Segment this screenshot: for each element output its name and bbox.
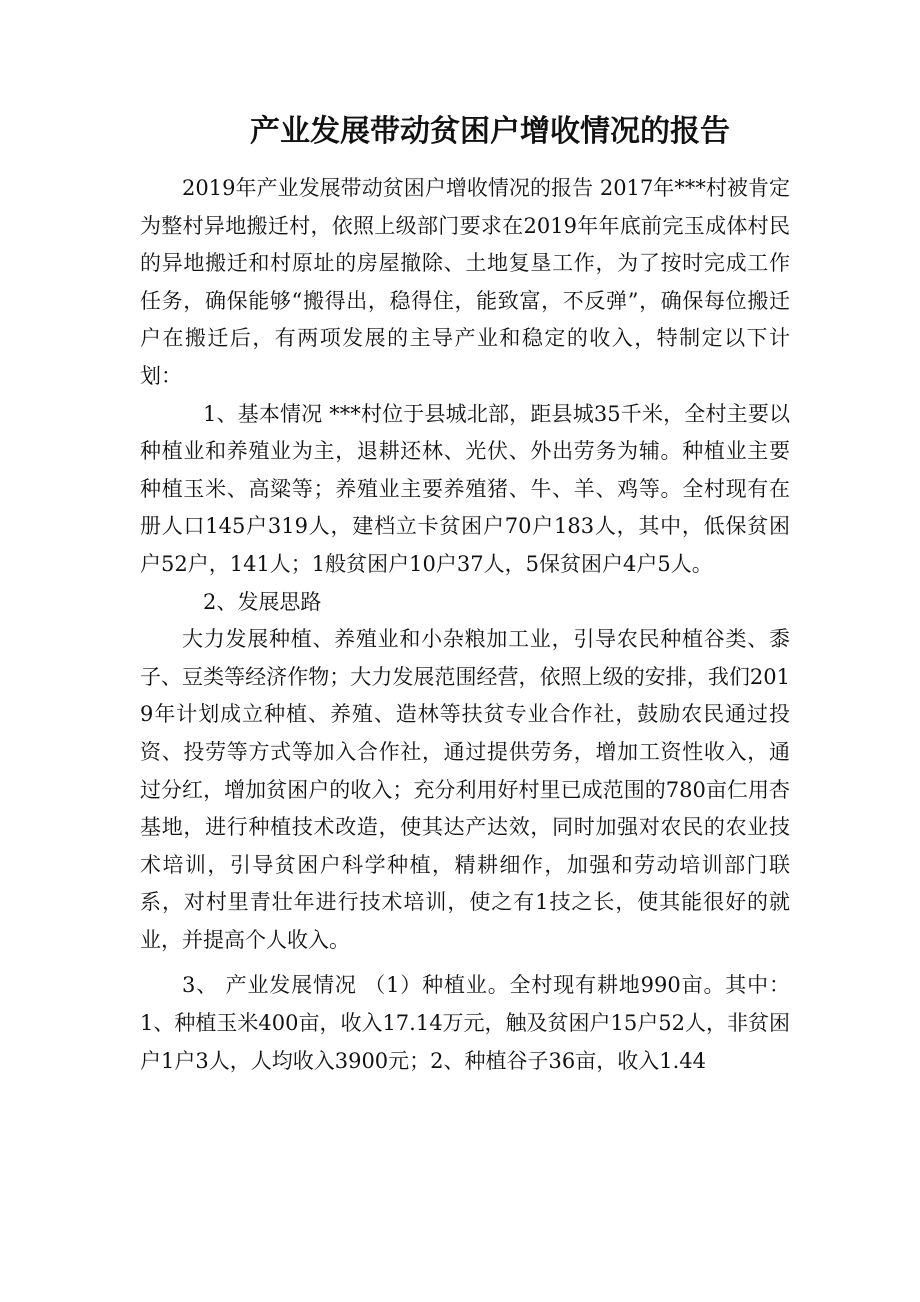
paragraph-intro: 2019年产业发展带动贫困户增收情况的报告 2017年***村被肯定为整村异地搬迁村，依照上级部门要求在2019年年底前完玉成体村民的异地搬迁和村原址的房屋撤除、土地复垦工作，为了按时完成工作任务，确保能够“搬得出，稳得住，能致富，不反弹”，确保每位搬迁户在搬迁后，有两项发展的主导产业和稳定的收入，特制定以下计划： <box>140 176 790 388</box>
paragraph-development-ideas: 大力发展种植、养殖业和小杂粮加工业，引导农民种植谷类、黍子、豆类等经济作物；大力发展范围经营，依照上级的安排，我们2019年计划成立种植、养殖、造林等扶贫专业合作社，鼓励农民通过投资、投劳等方式等加入合作社，通过提供劳务，增加工资性收入，通过分红，增加贫困户的收入；充分利用好村里已成范围的780亩仁用杏基地，进行种植技术改造，使其达产达效，同时加强对农民的农业技术培训，引导贫困户科学种植，精耕细作，加强和劳动培训部门联系，对村里青壮年进行技术培训，使之有1技之长，使其能很好的就业，并提高个人收入。 <box>140 627 790 952</box>
paragraph-industry-status: 3、 产业发展情况 （1）种植业。全村现有耕地990亩。其中：1、种植玉米400亩，收入17.14万元，触及贫困户15户52人，非贫困户1户3人，人均收入3900元；2、种植谷子36亩，收入1.44 <box>140 973 791 1073</box>
document-title: 产业发展带动贫困户增收情况的报告 <box>250 114 730 149</box>
paragraph-heading-development-ideas: 2、发展思路 <box>203 589 322 614</box>
paragraph-basic-situation: 1、基本情况 ***村位于县城北部，距县城35千米，全村主要以种植业和养殖业为主，退耕还林、光伏、外出劳务为辅。种植业主要种植玉米、高粱等；养殖业主要养殖猪、牛、羊、鸡等。全村现有在册人口145户319人，建档立卡贫困户70户183人，其中，低保贫困户52户，141人；1般贫困户10户37人，5保贫困户4户5人。 <box>140 401 790 576</box>
document-body <box>140 170 790 1080</box>
